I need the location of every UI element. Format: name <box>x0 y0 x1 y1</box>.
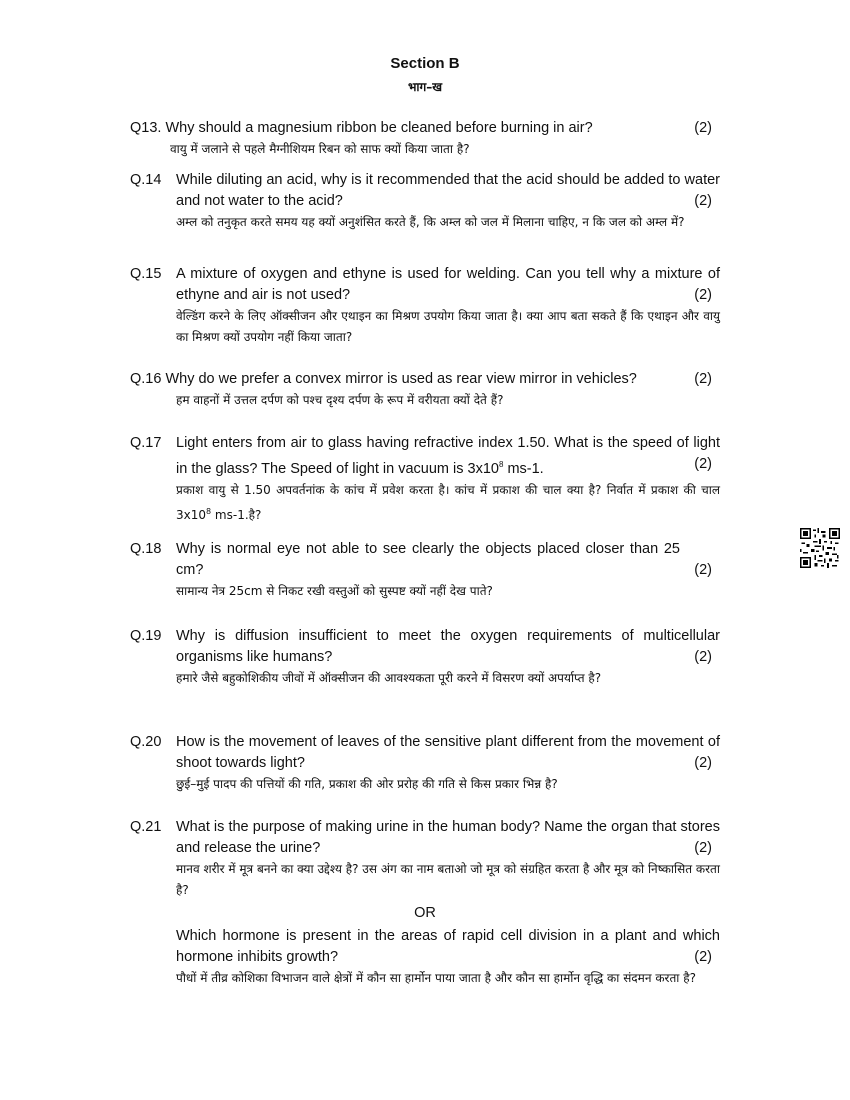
marks: (2) <box>694 193 712 209</box>
question-hindi: हमारे जैसे बहुकोशिकीय जीवों में ऑक्सीजन की आवश्यकता पूरी करने में विसरण क्यों अपर्याप्त है? <box>176 671 602 685</box>
question-english-unit: ms-1. <box>503 460 544 477</box>
question-number: Q.19 <box>130 628 162 644</box>
question-14 <box>130 170 720 233</box>
question-hindi-alt: पौधों में तीव्र कोशिका विभाजन वाले क्षेत्रों में कौन सा हार्मोन पाया जाता है और कौन सा हार्मोन वृद्धि का संदमन करता है? <box>176 971 696 985</box>
marks: (2) <box>694 371 712 387</box>
question-english: Why do we prefer a convex mirror is used as rear view mirror in vehicles? <box>165 371 637 387</box>
question-english-text: What is the purpose of making urine in the human body? Name the organ that stores and release the urine? <box>176 819 720 856</box>
question-english-text: A mixture of oxygen and ethyne is used for welding. Can you tell why a mixture of ethyne and air is not used? <box>176 266 720 303</box>
question-english: Why should a magnesium ribbon be cleaned before burning in air? <box>165 120 593 136</box>
question-number: Q.21 <box>130 819 162 835</box>
question-hindi: मानव शरीर में मूत्र बनने का क्या उद्देश्य है? उस अंग का नाम बताओ जो मूत्र को संग्रहित करता है और मूत्र को निष्कासित करता है? <box>176 862 720 897</box>
marks: (2) <box>694 562 712 578</box>
question-english-text: Why is diffusion insufficient to meet the oxygen requirements of multicellular organisms like humans? <box>176 628 720 665</box>
question-english <box>176 264 720 306</box>
superscript: 8 <box>498 460 504 469</box>
question-13 <box>130 118 720 160</box>
question-hindi: वेल्डिंग करने के लिए ऑक्सीजन और एथाइन का मिश्रण उपयोग किया जाता है। क्या आप बता सकते हैं कि एथाइन और वायु का मिश्रण क्यों उपयोग नहीं किया जाता? <box>176 309 720 344</box>
qr-code <box>800 528 840 568</box>
question-hindi-unit: ms-1.है? <box>211 507 262 522</box>
question-english <box>176 626 720 668</box>
question-15 <box>130 264 720 348</box>
marks: (2) <box>694 287 712 303</box>
question-english <box>176 817 720 859</box>
question-english-text: How is the movement of leaves of the sensitive plant different from the movement of shoot towards light? <box>176 734 720 771</box>
question-hindi <box>176 480 720 526</box>
question-hindi-text: प्रकाश वायु से 1.50 अपवर्तनांक के कांच में प्रवेश करता है। कांच में प्रकाश की चाल क्या है? निर्वात में प्रकाश की चाल 3x10 <box>176 482 720 522</box>
question-english <box>176 539 720 581</box>
question-number: Q.15 <box>130 266 162 282</box>
question-hindi: वायु में जलाने से पहले मैग्नीशियम रिबन को साफ क्यों किया जाता है? <box>170 142 470 156</box>
marks: (2) <box>694 120 712 136</box>
marks: (2) <box>694 649 712 665</box>
superscript: 8 <box>206 506 212 516</box>
section-title: Section B <box>390 55 460 72</box>
question-number: Q13. <box>130 120 162 136</box>
question-17 <box>130 433 720 526</box>
question-english <box>176 433 720 480</box>
question-english <box>176 732 720 774</box>
marks-alt: (2) <box>694 949 712 965</box>
question-text <box>130 369 720 390</box>
question-english-alt <box>176 926 720 968</box>
question-21 <box>130 817 720 989</box>
or-separator: OR <box>414 905 436 921</box>
question-english-text: While diluting an acid, why is it recommended that the acid should be added to water and not water to the acid? <box>176 172 720 209</box>
question-number: Q.20 <box>130 734 162 750</box>
question-18 <box>130 539 720 602</box>
question-hindi: सामान्य नेत्र 25cm से निकट रखी वस्तुओं को सुस्पष्ट क्यों नहीं देख पाते? <box>176 584 493 598</box>
question-19 <box>130 626 720 689</box>
question-16 <box>130 369 720 411</box>
marks: (2) <box>694 456 712 472</box>
question-text <box>130 118 720 139</box>
section-subtitle: भाग–ख <box>407 80 443 94</box>
question-hindi: हम वाहनों में उत्तल दर्पण को पश्च दृश्य दर्पण के रूप में वरीयता क्यों देते हैं? <box>176 393 504 407</box>
question-english-alt-text: Which hormone is present in the areas of rapid cell division in a plant and which hormone inhibits growth? <box>176 928 720 965</box>
question-hindi: छुई–मुई पादप की पत्तियों की गति, प्रकाश की ओर प्ररोह की गति से किस प्रकार भिन्न है? <box>176 777 558 791</box>
question-hindi: अम्ल को तनुकृत करते समय यह क्यों अनुशंसित करते हैं, कि अम्ल को जल में मिलाना चाहिए, न कि जल को अम्ल में? <box>176 215 685 229</box>
question-number: Q.17 <box>130 435 162 451</box>
question-english <box>176 170 720 212</box>
question-number: Q.16 <box>130 371 162 387</box>
question-20 <box>130 732 720 795</box>
marks: (2) <box>694 755 712 771</box>
question-number: Q.18 <box>130 541 162 557</box>
question-english-text: Why is normal eye not able to see clearly the objects placed closer than 25 cm? <box>176 541 680 578</box>
question-english-text: Light enters from air to glass having refractive index 1.50. What is the speed of light in the glass? The Speed of light in vacuum is 3x10 <box>176 435 720 477</box>
question-number: Q.14 <box>130 172 162 188</box>
marks: (2) <box>694 840 712 856</box>
